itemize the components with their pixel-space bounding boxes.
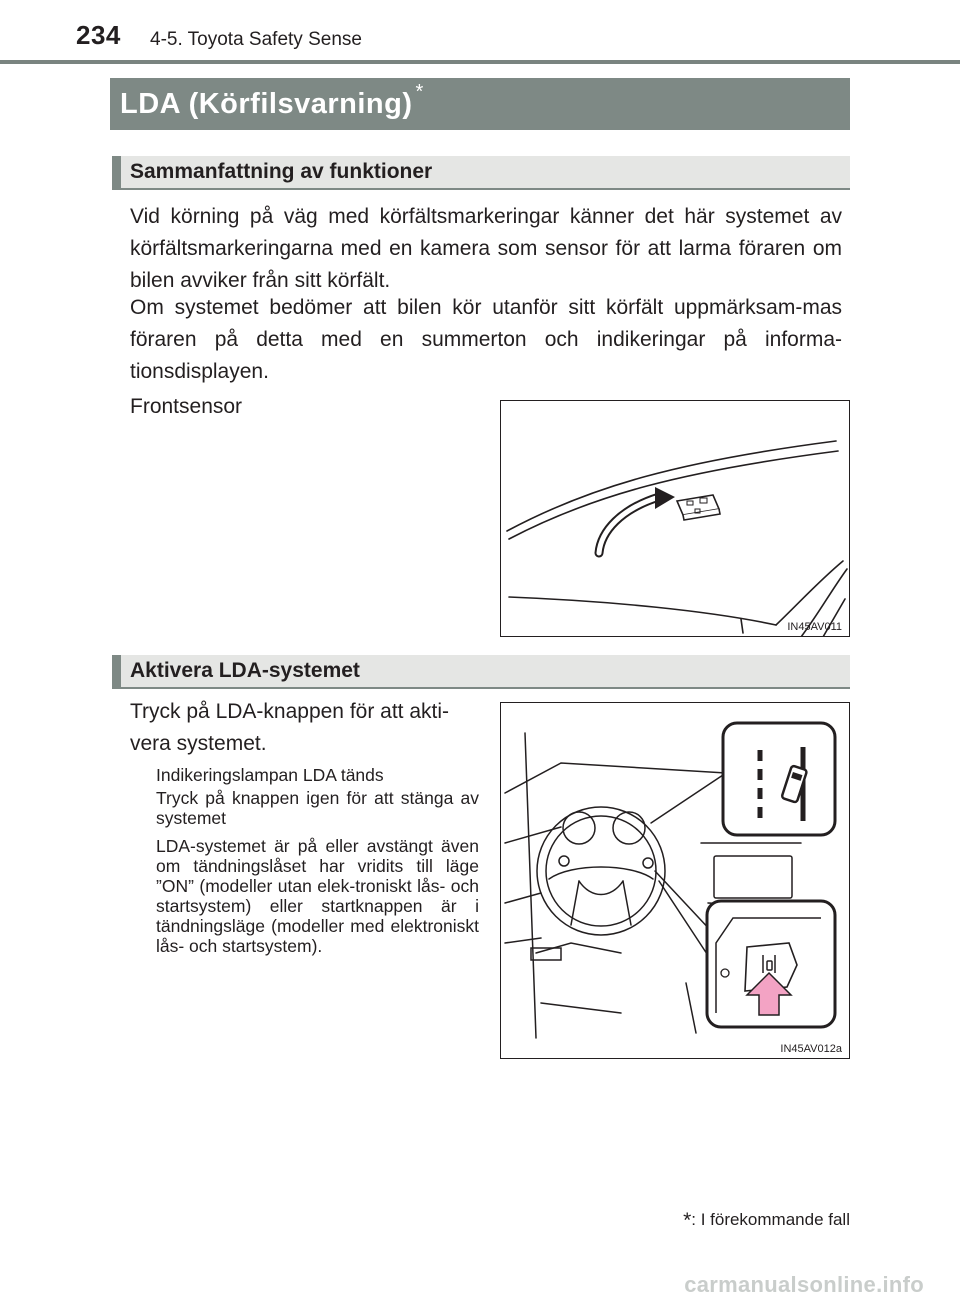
chapter-title: 4-5. Toyota Safety Sense [150, 29, 362, 50]
windshield-illustration [501, 401, 850, 637]
section-heading-text: Aktivera LDA-systemet [130, 659, 360, 682]
page-title: LDA (Körfilsvarning) [120, 87, 413, 120]
footnote-mark: * [683, 1209, 692, 1232]
section-heading-activate [112, 655, 850, 689]
title-bar [110, 78, 850, 130]
section-heading-text: Sammanfattning av funktioner [130, 160, 433, 183]
footnote-text: : I förekommande fall [691, 1210, 850, 1229]
lda-button-callout [707, 901, 835, 1027]
note-indicator: Indikeringslampan LDA tänds [156, 765, 384, 785]
camera-sensor-icon [677, 495, 720, 520]
note-turn-off: Tryck på knappen igen för att stänga av systemet [156, 788, 479, 828]
figure-code: IN45AV012a [780, 1043, 842, 1055]
figure-front-sensor [500, 400, 850, 637]
dashboard-illustration [501, 703, 850, 1059]
header-divider [0, 60, 960, 64]
watermark: carmanualsonline.info [684, 1272, 924, 1297]
lda-indicator-callout [723, 723, 835, 835]
paragraph-warning: Om systemet bedömer att bilen kör utanför sitt körfält uppmärksam-mas föraren på detta med en summerton och indikeringar på informa-tionsdisplayen. [130, 296, 842, 383]
figure-lda-button [500, 702, 850, 1059]
title-footnote-mark: * [415, 80, 424, 103]
note-ignition: LDA-systemet är på eller avstängt även om tändningslåset har vridits till läge ”ON” (modeller utan elek-troniskt lås- och startsystem) eller startknappen är i tändningsläge (modeller med elektroniskt lås- och startsystem). [156, 836, 479, 956]
paragraph-intro: Vid körning på väg med körfältsmarkeringar känner det här systemet av körfältsmarkeringarna med en kamera som sensor för att larma föraren om bilen avviker från sitt körfält. [130, 205, 842, 292]
section-heading-summary [112, 156, 850, 190]
figure-code: IN45AV011 [787, 621, 842, 633]
paragraph-activate: Tryck på LDA-knappen för att akti-vera systemet. [130, 700, 450, 755]
page-number: 234 [76, 20, 121, 50]
figure-label-frontsensor: Frontsensor [130, 395, 243, 418]
footnote [683, 1209, 850, 1233]
